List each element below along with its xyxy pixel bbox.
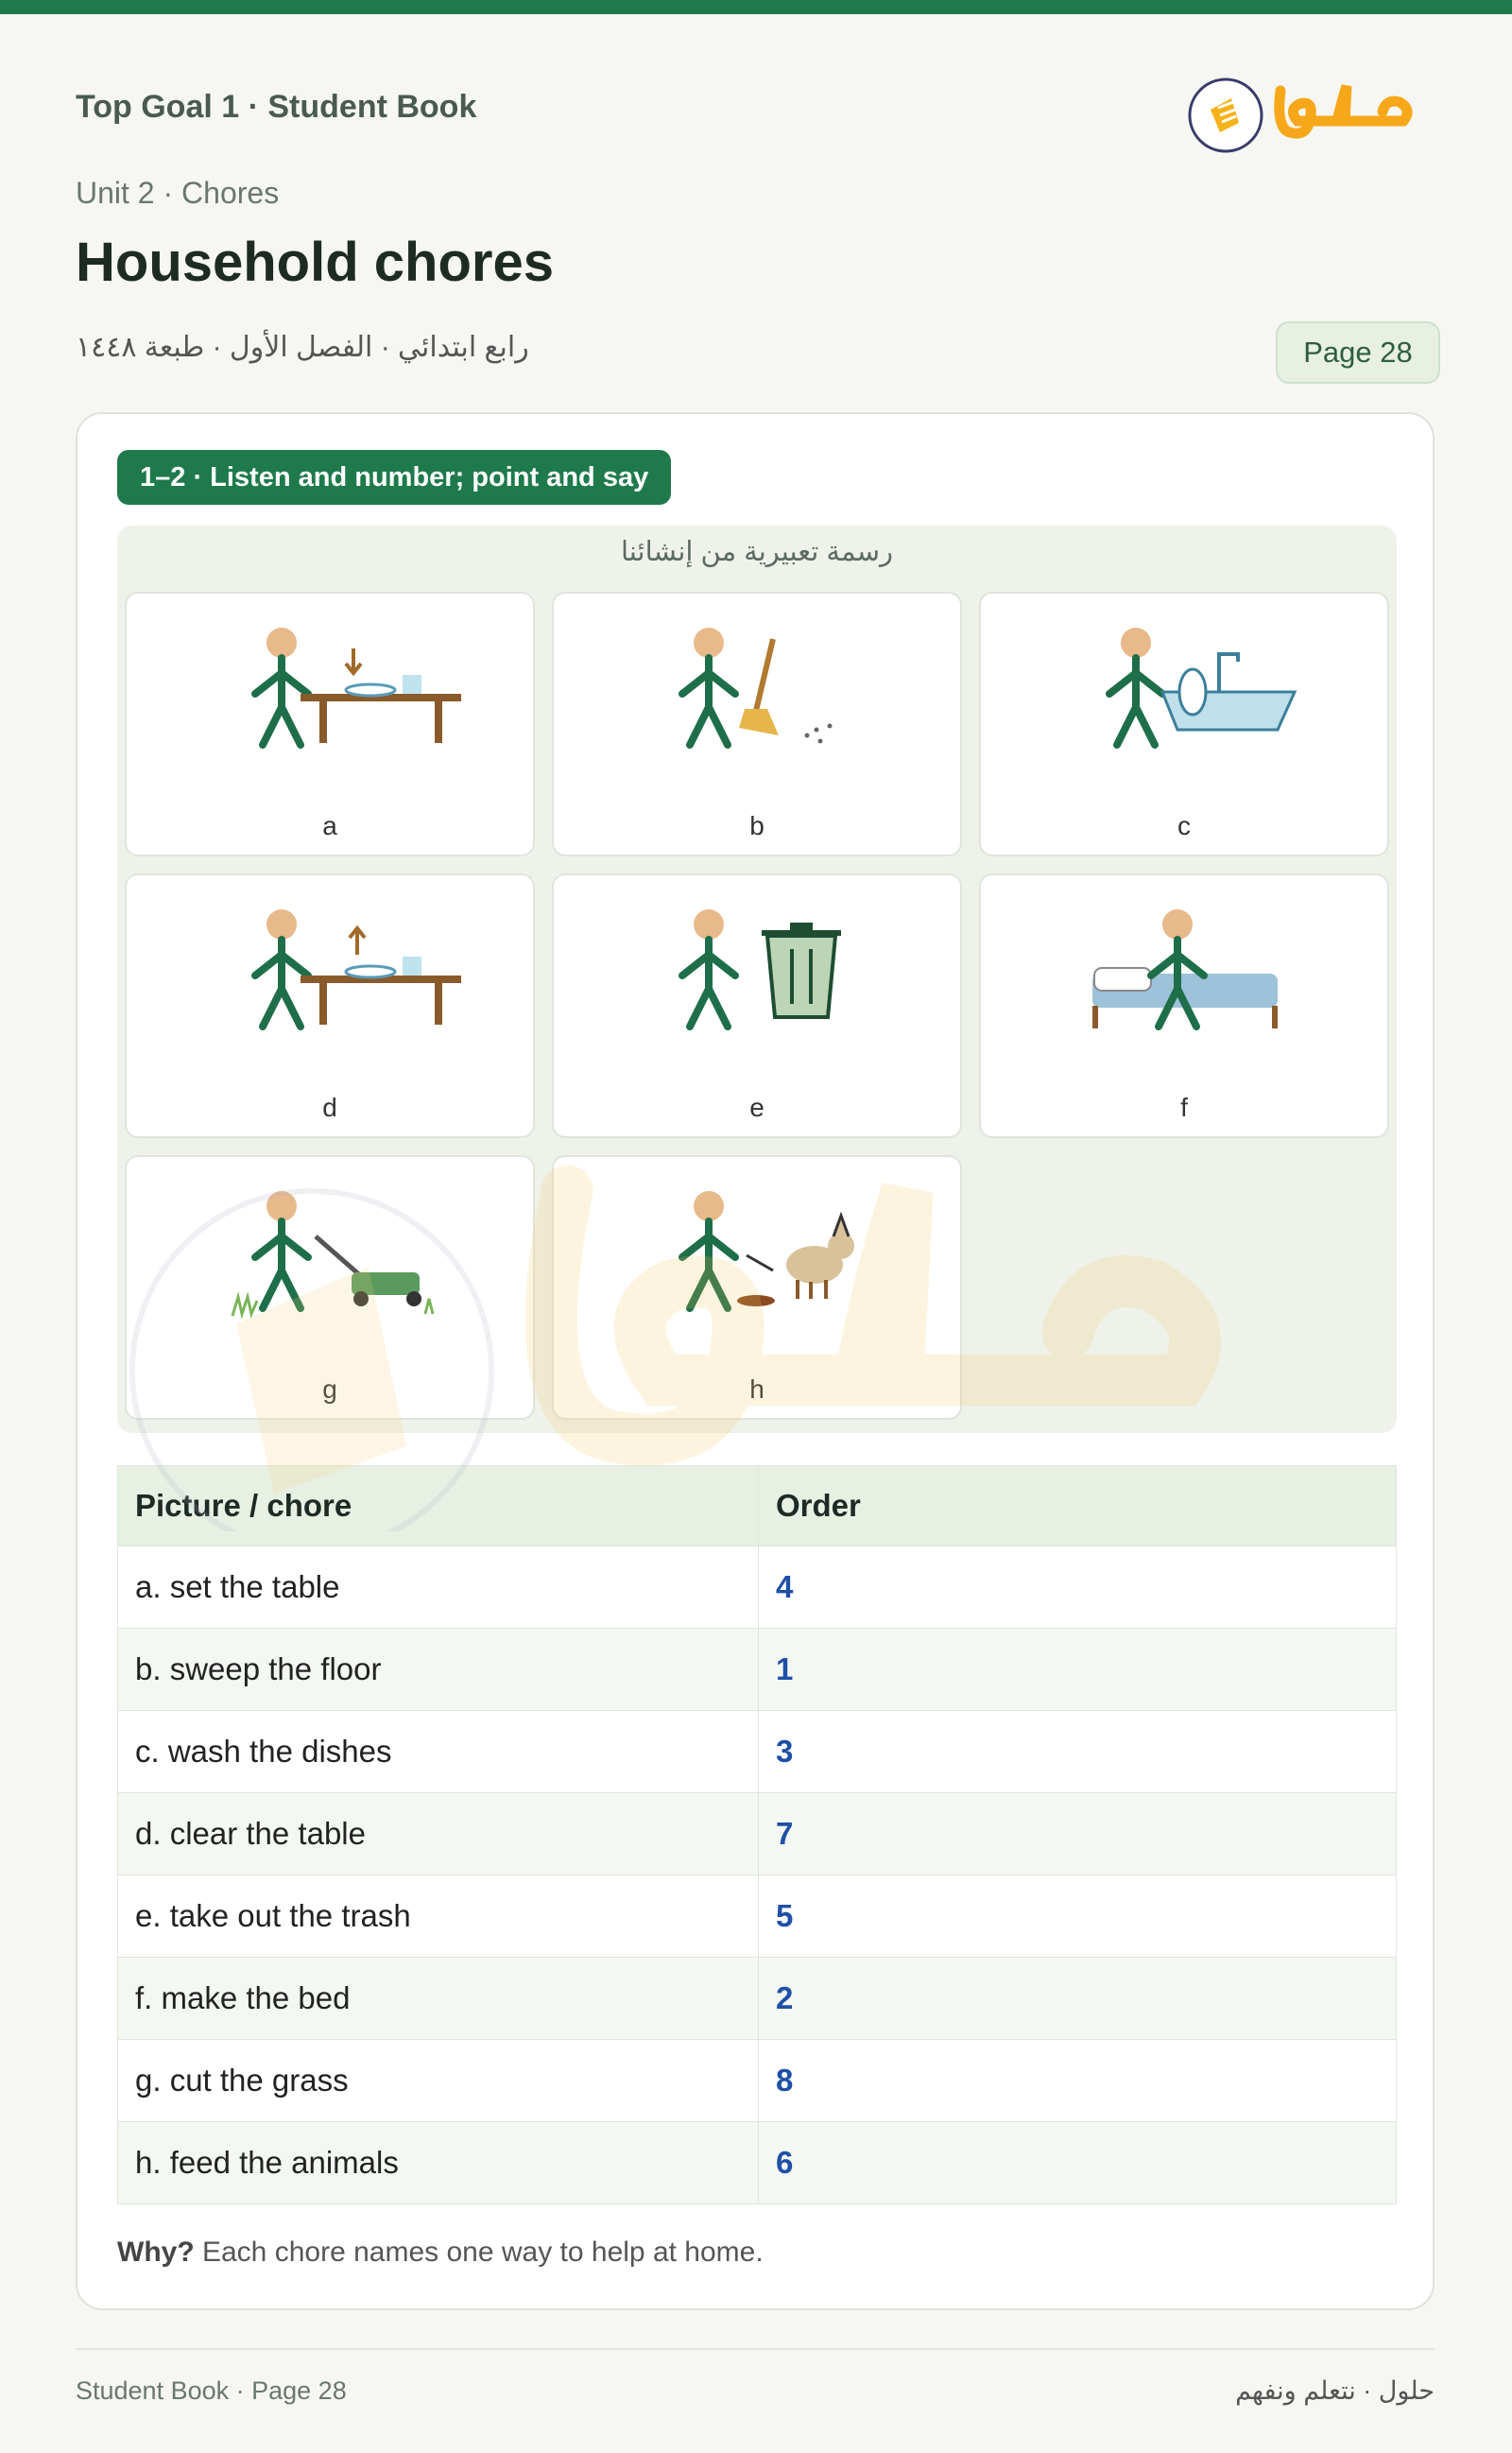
picture-label: b — [749, 811, 765, 840]
chore-cell: d. clear the table — [118, 1793, 759, 1875]
task-title: 1–2 · Listen and number; point and say — [117, 450, 671, 505]
chore-cell: a. set the table — [118, 1546, 759, 1629]
picture-c[interactable] — [979, 592, 1389, 856]
picture-label: d — [322, 1093, 337, 1122]
table-header-row — [118, 1466, 1397, 1546]
footer-brand: حلول · نتعلم ونفهم — [1235, 2376, 1435, 2405]
table-row — [118, 1711, 1397, 1793]
order-cell: 7 — [759, 1793, 1397, 1875]
table-row — [118, 2122, 1397, 2204]
table-row — [118, 1875, 1397, 1958]
chore-cell: g. cut the grass — [118, 2040, 759, 2122]
picture-f[interactable] — [979, 873, 1389, 1138]
exercise-card — [76, 412, 1435, 2310]
why-text: Each chore names one way to help at home. — [194, 2237, 764, 2268]
chores-order-table — [117, 1465, 1397, 2204]
order-cell: 4 — [759, 1546, 1397, 1629]
chore-cell: c. wash the dishes — [118, 1711, 759, 1793]
column-header-chore: Picture / chore — [118, 1466, 759, 1546]
picture-label: h — [749, 1374, 765, 1404]
table-row — [118, 1629, 1397, 1711]
picture-e[interactable] — [552, 873, 962, 1138]
picture-g[interactable] — [125, 1155, 535, 1420]
table-row — [118, 1958, 1397, 2040]
picture-h[interactable] — [552, 1155, 962, 1420]
why-label: Why? — [117, 2237, 195, 2268]
picture-a[interactable] — [125, 592, 535, 856]
page-title: Household chores — [76, 232, 554, 293]
why-note — [117, 2237, 764, 2269]
chore-cell: f. make the bed — [118, 1958, 759, 2040]
chore-cell: h. feed the animals — [118, 2122, 759, 2204]
picture-label: a — [322, 811, 337, 840]
order-cell: 2 — [759, 1958, 1397, 2040]
picture-label: f — [1180, 1093, 1188, 1122]
table-row — [118, 2040, 1397, 2122]
table-row — [118, 1793, 1397, 1875]
picture-label: c — [1177, 811, 1191, 840]
unit-label: Unit 2 · Chores — [76, 176, 280, 210]
picture-label: e — [749, 1093, 765, 1122]
picture-b[interactable] — [552, 592, 962, 856]
column-header-order: Order — [759, 1466, 1397, 1546]
picture-d[interactable] — [125, 873, 535, 1138]
picture-label: g — [322, 1374, 337, 1404]
footer-divider — [76, 2348, 1435, 2350]
page-number-badge: Page 28 — [1276, 321, 1440, 384]
figure-caption: رسمة تعبيرية من إنشائنا — [620, 537, 894, 567]
order-cell: 3 — [759, 1711, 1397, 1793]
logo-icon — [1186, 62, 1422, 157]
book-title: Top Goal 1 · Student Book — [76, 89, 477, 125]
order-cell: 1 — [759, 1629, 1397, 1711]
top-accent-bar — [0, 0, 1512, 14]
order-cell: 5 — [759, 1875, 1397, 1958]
footer-page-info: Student Book · Page 28 — [76, 2376, 347, 2405]
chores-figure — [117, 526, 1397, 1433]
table-row — [118, 1546, 1397, 1629]
order-cell: 6 — [759, 2122, 1397, 2204]
grade-term-edition: رابع ابتدائي · الفصل الأول · طبعة ١٤٤٨ — [76, 332, 529, 363]
chore-cell: b. sweep the floor — [118, 1629, 759, 1711]
order-cell: 8 — [759, 2040, 1397, 2122]
chore-cell: e. take out the trash — [118, 1875, 759, 1958]
site-logo[interactable] — [1186, 62, 1422, 157]
